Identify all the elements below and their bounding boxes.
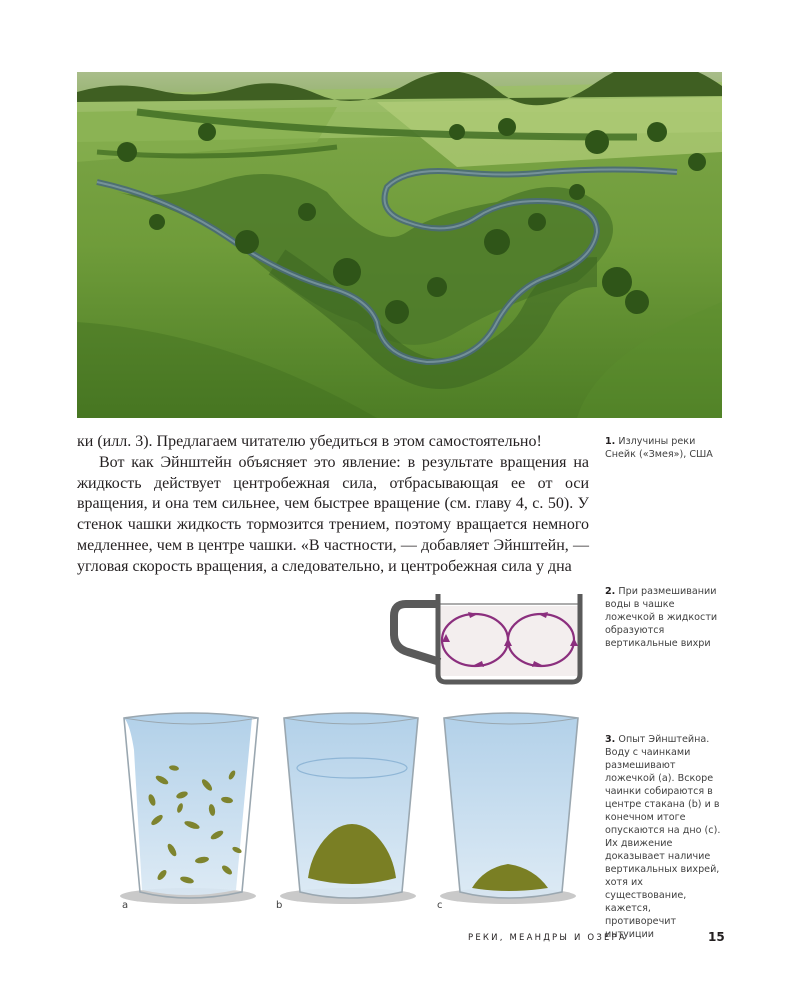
page-number: 15 [708, 930, 725, 944]
caption-2-number: 2. [605, 586, 616, 597]
caption-1 [605, 435, 720, 461]
paragraph-1: ки (илл. 3). Предлагаем читателю убедиться в этом самостоятельно! [77, 433, 542, 450]
beaker-a [120, 713, 258, 904]
paragraph-2: Вот как Эйнштейн объясняет это явление: в результате вращения на жидкость действует центробежная сила, отбрасывающая ее от оси вращения, и она тем сильнее, чем быстрее вращение (см. главу 4, с. 50). У стенок чашки жидкость тормозится трением, поэтому вращается немного медленнее, чем в центре чашки. «В частности, — добавляет Эйнштейн, — угловая скорость вращения, а следовательно, и центробежная сила у дна [77, 453, 589, 575]
river-photo-illustration [77, 72, 722, 418]
running-footer-title: РЕКИ, МЕАНДРЫ И ОЗЕРА [468, 933, 627, 943]
tea-leaves-beakers [112, 700, 592, 920]
cup-vortex-diagram [388, 590, 588, 690]
river-meanders-photo [77, 72, 722, 418]
cup-diagram-svg [388, 590, 588, 690]
caption-1-number: 1. [605, 436, 616, 447]
beaker-label-b: b [276, 900, 283, 911]
caption-1-text: Излучины реки Снейк («Змея»), США [605, 436, 713, 460]
caption-3-number: 3. [605, 734, 616, 745]
beaker-label-c: c [437, 900, 443, 911]
caption-2 [605, 585, 723, 650]
caption-2-text: При размешивании воды в чашке ложечкой в жидкости образуются вертикальные вихри [605, 586, 718, 649]
beaker-c [440, 713, 578, 904]
beaker-label-a: a [122, 900, 129, 911]
beakers-svg [112, 700, 592, 920]
body-text [77, 432, 589, 578]
caption-3 [605, 733, 723, 941]
beaker-b [280, 713, 418, 904]
caption-3-text: Опыт Эйнштейна. Воду с чаинками размешивают ложечкой (a). Вскоре чаинки собираются в центре стакана (b) и в конечном итоге опускаются на дно (c). Их движение доказывает наличие вертикальных вихрей, хотя их существование, кажется, противоречит интуиции [605, 734, 721, 940]
